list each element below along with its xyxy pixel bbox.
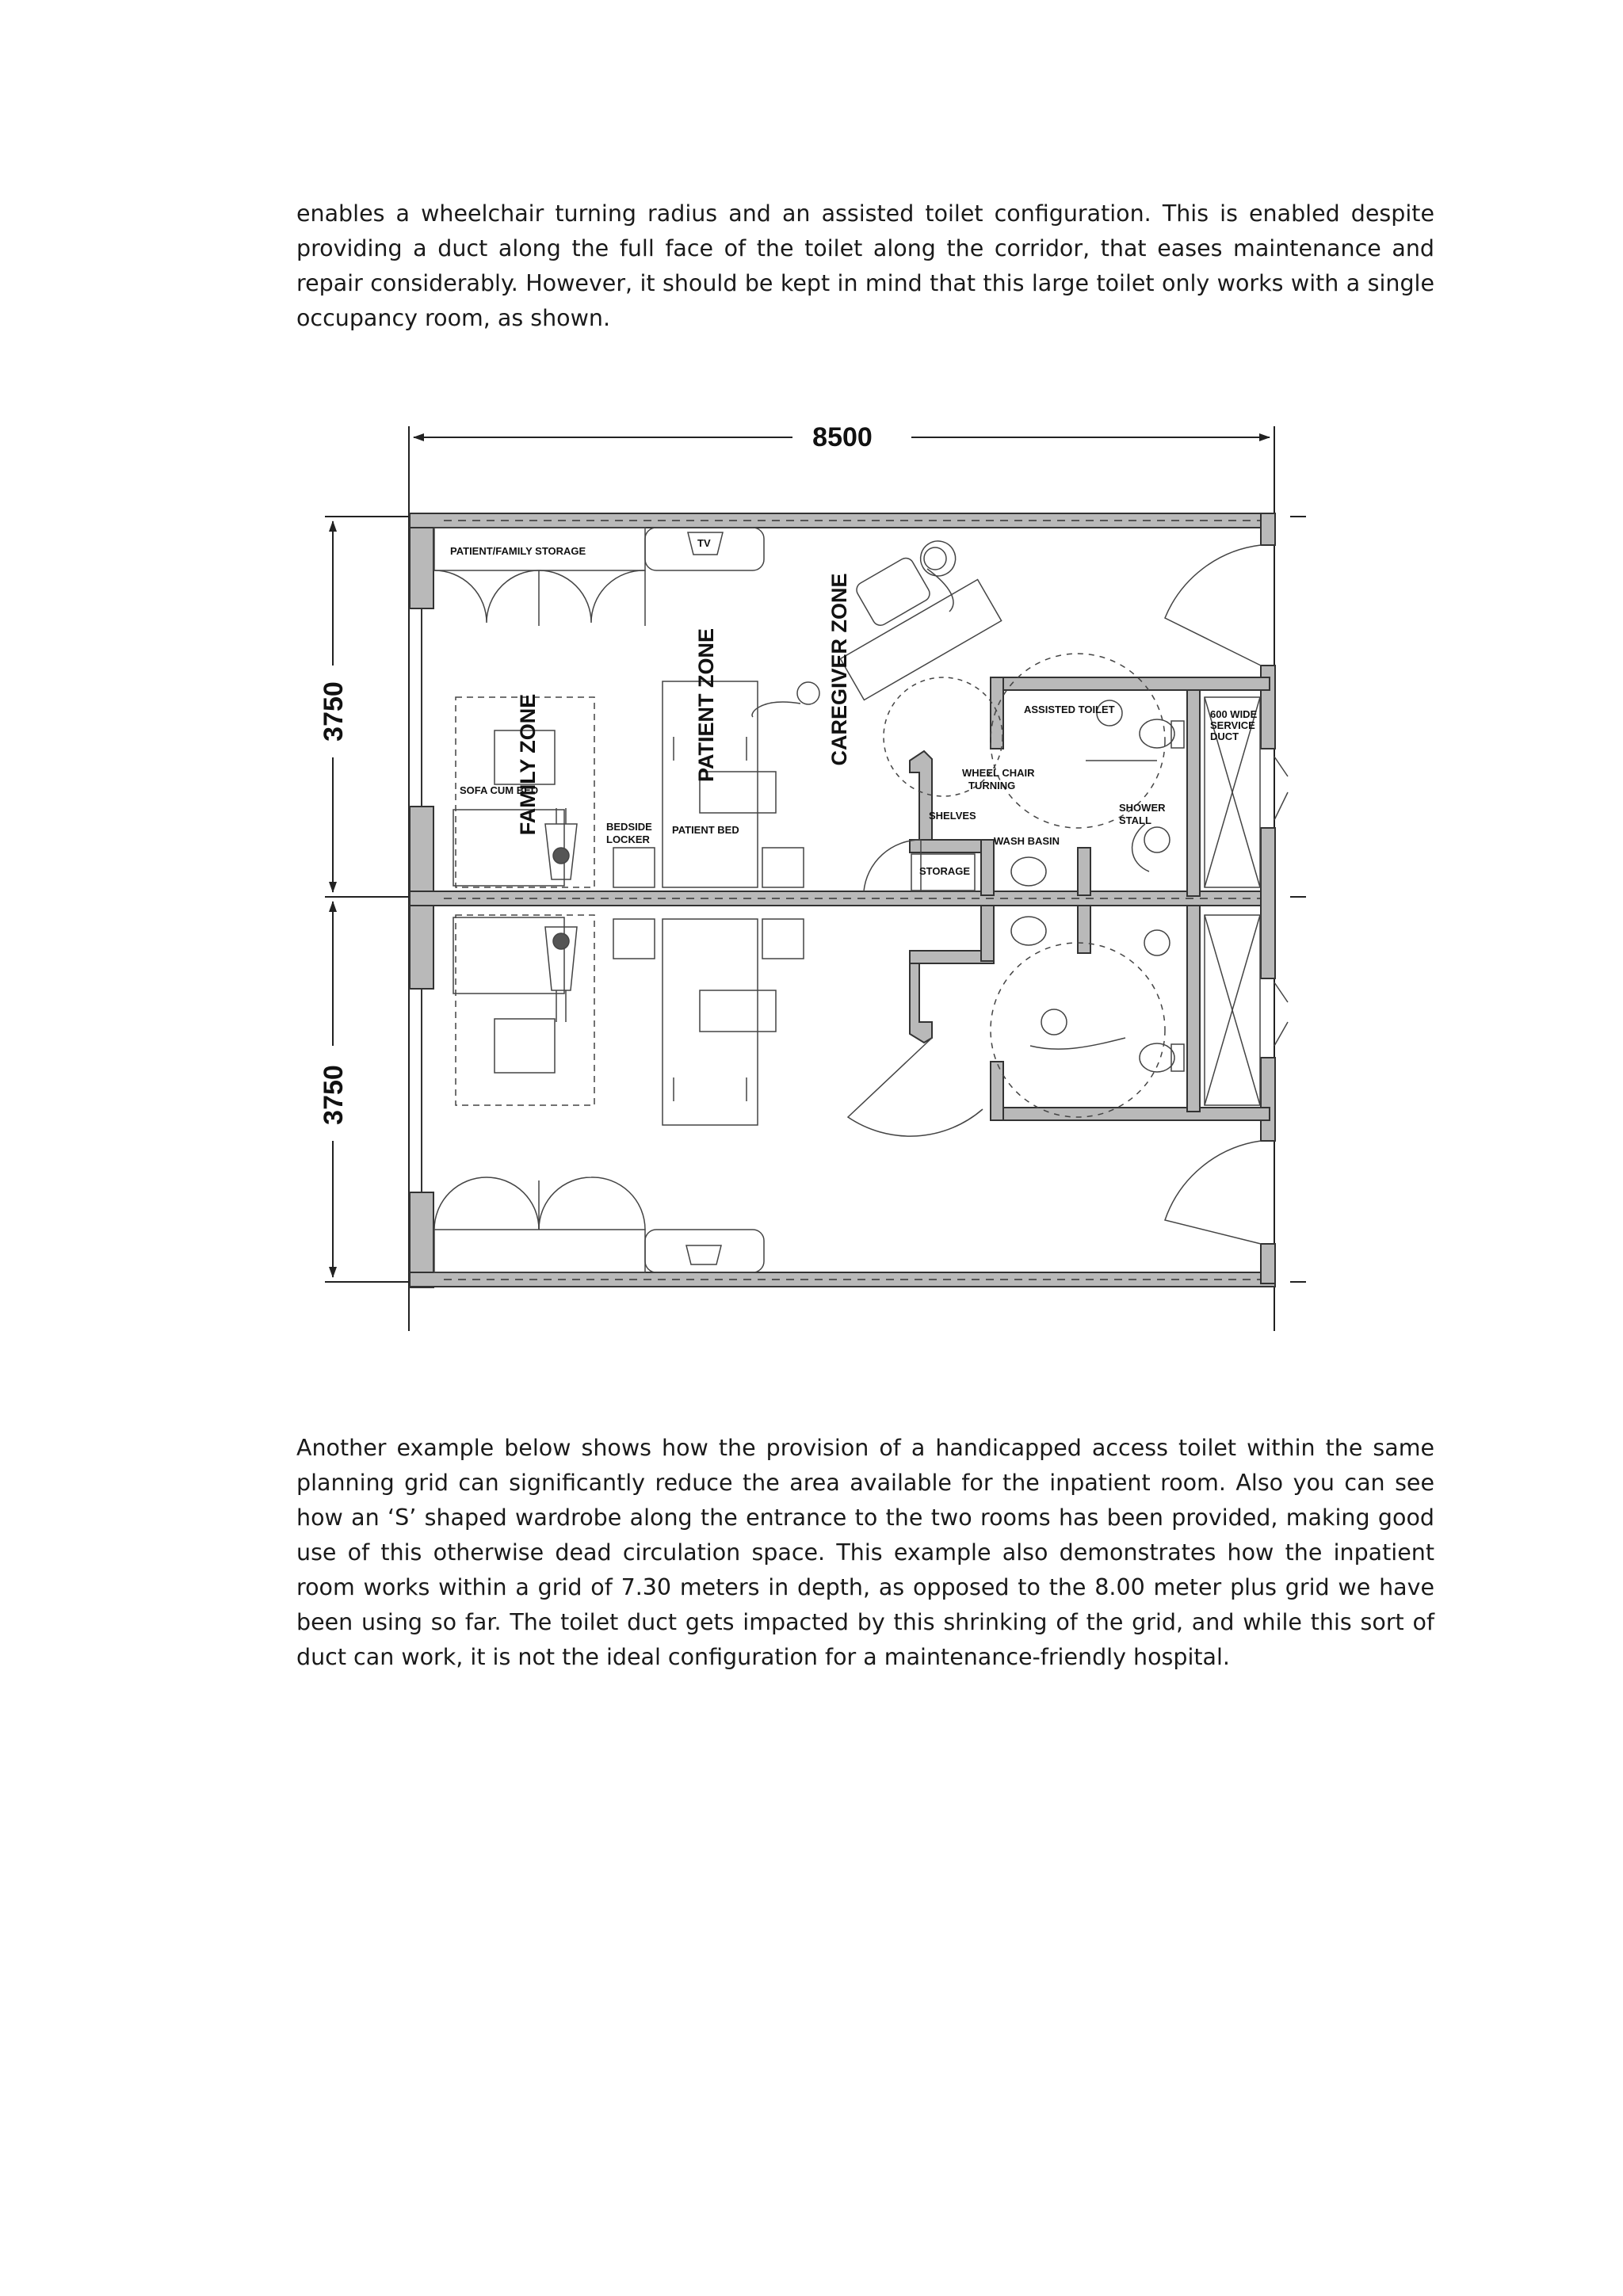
label-duct-3: DUCT [1210,730,1239,742]
label-shower-1: SHOWER [1119,802,1166,814]
dim-room-top-label: 3750 [319,681,349,742]
label-shower-2: STALL [1119,814,1151,826]
dim-width-label: 8500 [812,422,873,452]
label-family-zone: FAMILY ZONE [516,693,540,836]
label-wheel-chair-2: TURNING [968,780,1016,791]
dim-room-bottom-label: 3750 [319,1065,349,1125]
label-duct-1: 600 WIDE [1210,708,1258,720]
label-bedside-1: BEDSIDE [606,821,652,833]
label-duct-2: SERVICE [1210,719,1255,731]
label-shelves: SHELVES [929,810,976,822]
label-patient-bed: PATIENT BED [672,824,739,836]
furniture-top [453,532,1288,891]
dimension-lines [325,426,1306,1331]
label-sofa-cum-bed: SOFA CUM BED [460,784,539,796]
label-caregiver-zone: CAREGIVER ZONE [827,573,851,766]
label-assisted-toilet: ASSISTED TOILET [1024,704,1115,715]
label-wash-basin: WASH BASIN [994,835,1060,847]
body-paragraph-1: enables a wheelchair turning radius and an assisted toilet configuration. This is enabled despite providing a duct along the full face of the toilet along the corridor, that eases maintenance and repair considerably. However, it should be kept in mind that this large toilet only works with a single occupancy room, as shown. [296,200,1434,331]
label-patient-family-storage: PATIENT/FAMILY STORAGE [450,545,586,557]
label-patient-zone: PATIENT ZONE [694,628,718,782]
label-tv: TV [697,537,711,549]
label-bedside-2: LOCKER [606,833,650,845]
furniture-bottom [453,915,1288,1244]
label-wheel-chair-1: WHEEL CHAIR [962,767,1035,779]
label-storage: STORAGE [919,865,971,877]
body-paragraph-2: Another example below shows how the provision of a handicapped access toilet within the same planning grid can significantly reduce the area available for the inpatient room. Also you can see how an ‘S’ shaped wardrobe along the entrance to the two rooms has been provided, making good use of this otherwise dead circulation space. This example also demonstrates how the inpatient room works within a grid of 7.30 meters in depth, as opposed to the 8.00 meter plus grid we have been using so far. The toilet duct gets impacted by this shrinking of the grid, and while this sort of duct can work, it is not the ideal configuration for a maintenance-friendly hospital. [296,1435,1434,1670]
